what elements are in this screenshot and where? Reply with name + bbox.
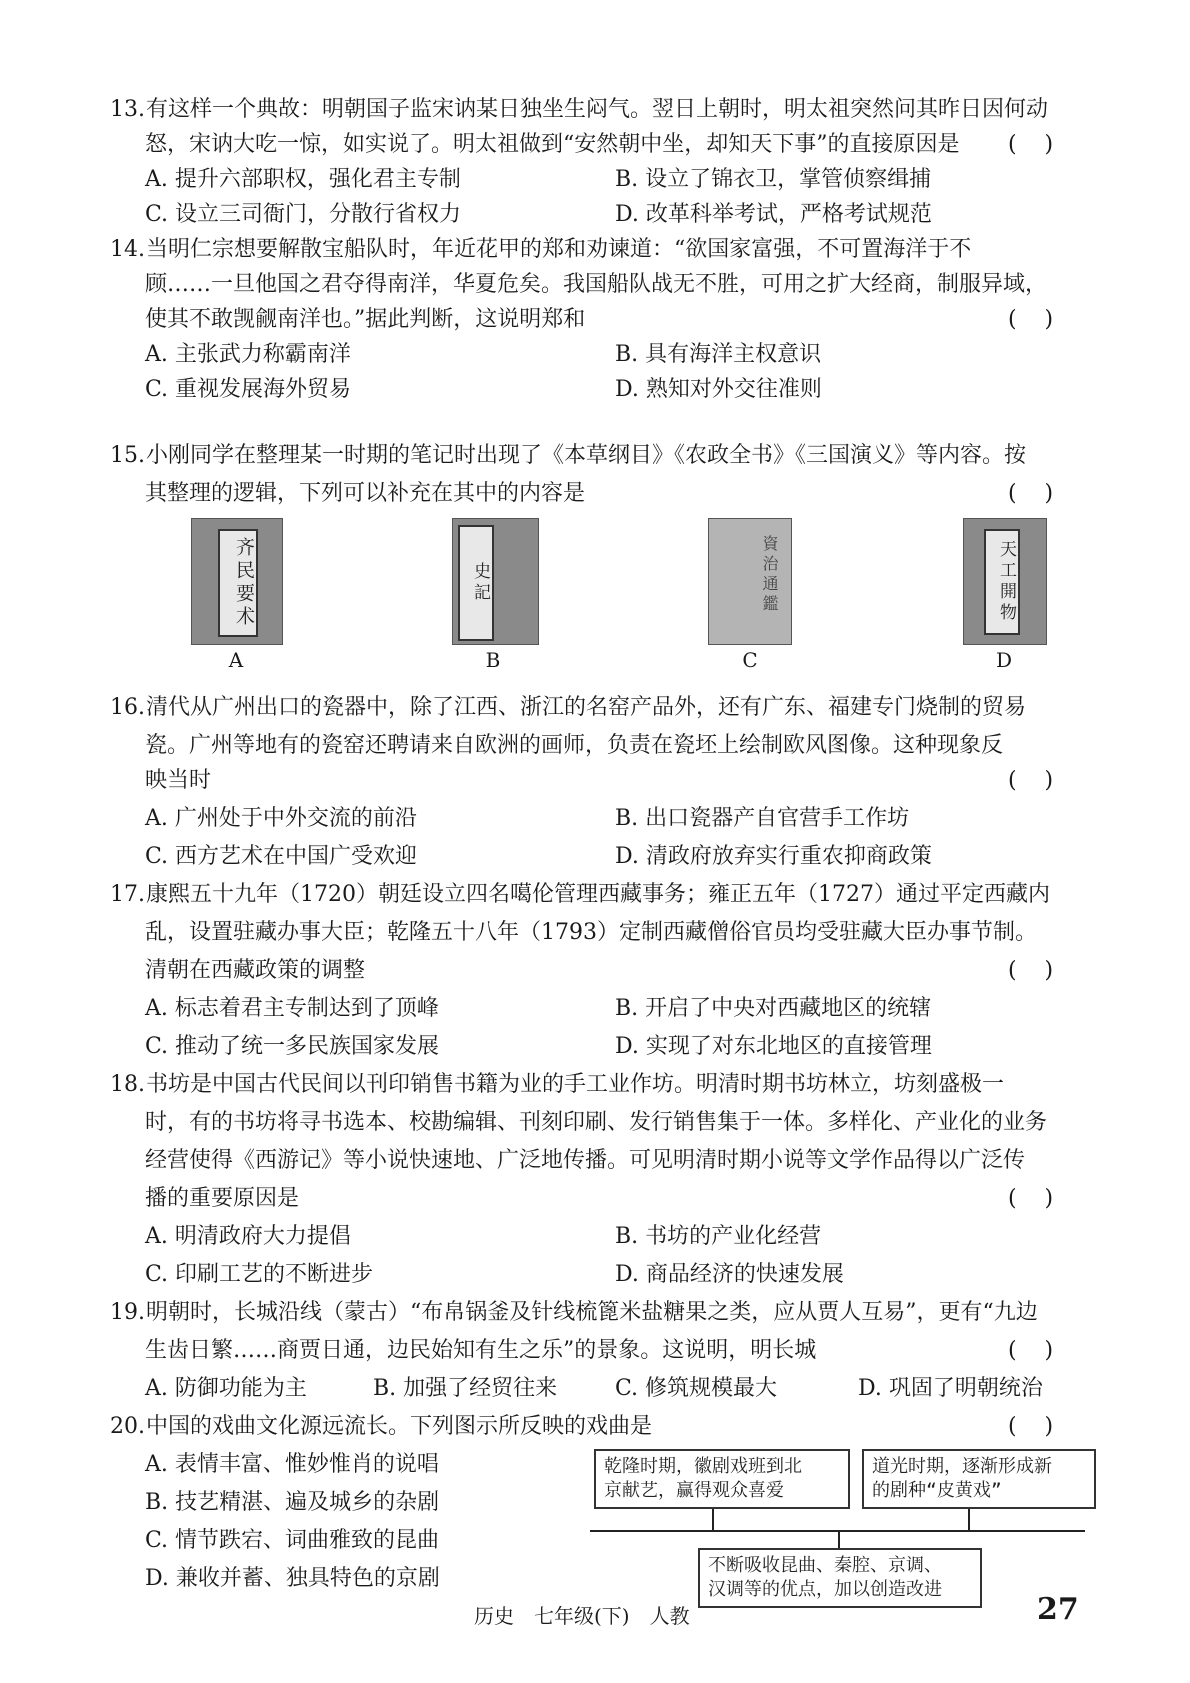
question-18-line-3: 经营使得《西游记》等小说快速地、广泛地传播。可见明清时期小说等文学作品得以广泛传 xyxy=(145,1148,1026,1173)
answer-blank: ( ) xyxy=(1008,1414,1054,1439)
option-d: D. 兼收并蓄、独具特色的京剧 xyxy=(145,1566,440,1591)
question-16-line-2: 瓷。广州等地有的瓷窑还聘请来自欧洲的画师，负责在瓷坯上绘制欧风图像。这种现象反 xyxy=(145,733,1004,758)
option-c: C. 情节跌宕、词曲雅致的昆曲 xyxy=(145,1528,440,1553)
book-cover-a xyxy=(191,518,283,645)
book-cover-d xyxy=(963,518,1047,645)
question-19-line-2: 生齿日繁……商贾日通，边民始知有生之乐”的景象。这说明，明长城 xyxy=(145,1338,817,1363)
question-13-line-1: 13.有这样一个典故：明朝国子监宋讷某日独坐生闷气。翌日上朝时，明太祖突然问其昨日因何动 xyxy=(110,91,1085,129)
connector-line xyxy=(968,1509,970,1531)
question-number: 18. xyxy=(110,1072,145,1097)
question-number: 16. xyxy=(110,695,145,720)
question-15-line-1: 15.小刚同学在整理某一时期的笔记时出现了《本草纲目》《农政全书》《三国演义》等内容。按 xyxy=(110,437,1085,475)
timeline-box-daoguang: 道光时期，逐渐形成新 的剧种“皮黄戏” xyxy=(862,1449,1096,1509)
option-d: D. 清政府放弃实行重农抑商政策 xyxy=(615,844,932,869)
question-17-line-3: 清朝在西藏政策的调整 xyxy=(145,958,366,983)
question-18-line-1: 18.书坊是中国古代民间以刊印销售书籍为业的手工业作坊。明清时期书坊林立，坊刻盛极一 xyxy=(110,1066,1085,1104)
question-number: 20. xyxy=(110,1414,145,1439)
question-number: 14. xyxy=(110,237,145,262)
option-d: D. 巩固了明朝统治 xyxy=(858,1376,1043,1401)
option-c: C. 设立三司衙门，分散行省权力 xyxy=(145,202,462,227)
question-number: 19. xyxy=(110,1300,145,1325)
option-b: B. 设立了锦衣卫，掌管侦察缉捕 xyxy=(615,167,932,192)
option-c: C. 推动了统一多民族国家发展 xyxy=(145,1034,440,1059)
question-17-line-2: 乱，设置驻藏办事大臣；乾隆五十八年（1793）定制西藏僧俗官员均受驻藏大臣办事节制。 xyxy=(145,920,1037,945)
option-d: D. 实现了对东北地区的直接管理 xyxy=(615,1034,932,1059)
question-18-line-4: 播的重要原因是 xyxy=(145,1186,300,1211)
image-label-c: C xyxy=(742,648,758,672)
image-label-d: D xyxy=(995,648,1013,672)
option-b: B. 具有海洋主权意识 xyxy=(615,342,822,367)
question-number: 13. xyxy=(110,97,145,122)
answer-blank: ( ) xyxy=(1008,1186,1054,1211)
answer-blank: ( ) xyxy=(1008,958,1054,983)
question-14-line-2: 顾……一旦他国之君夺得南洋，华夏危矣。我国船队战无不胜，可用之扩大经商，制服异域， xyxy=(145,272,1048,297)
option-c: C. 修筑规模最大 xyxy=(615,1376,778,1401)
option-b: B. 出口瓷器产自官营手工作坊 xyxy=(615,806,910,831)
answer-blank: ( ) xyxy=(1008,307,1054,332)
option-a: A. 表情丰富、惟妙惟肖的说唱 xyxy=(145,1452,439,1477)
option-a: A. 主张武力称霸南洋 xyxy=(145,342,351,367)
page-number: 27 xyxy=(1037,1592,1079,1627)
footer-subject: 历史 七年级(下) 人教 xyxy=(474,1604,690,1628)
option-a: A. 广州处于中外交流的前沿 xyxy=(145,806,417,831)
book-title: 史記 xyxy=(458,525,494,641)
question-13-line-2: 怒，宋讷大吃一惊，如实说了。明太祖做到“安然朝中坐，却知天下事”的直接原因是 xyxy=(145,132,960,157)
option-a: A. 明清政府大力提倡 xyxy=(145,1224,351,1249)
option-c: C. 重视发展海外贸易 xyxy=(145,377,352,402)
question-14-line-3: 使其不敢觊觎南洋也。”据此判断，这说明郑和 xyxy=(145,307,586,332)
book-title: 天工開物 xyxy=(984,529,1020,635)
book-cover-b xyxy=(452,518,539,645)
book-cover-c xyxy=(708,518,792,645)
question-16-line-3: 映当时 xyxy=(145,768,212,793)
answer-blank: ( ) xyxy=(1008,481,1054,506)
question-18-line-2: 时，有的书坊将寻书选本、校勘编辑、刊刻印刷、发行销售集于一体。多样化、产业化的业务 xyxy=(145,1110,1048,1135)
book-title: 資治通鑑 xyxy=(760,535,779,615)
connector-line xyxy=(838,1531,840,1549)
answer-blank: ( ) xyxy=(1008,768,1054,793)
option-c: C. 印刷工艺的不断进步 xyxy=(145,1262,374,1287)
option-d: D. 熟知对外交往准则 xyxy=(615,377,822,402)
answer-blank: ( ) xyxy=(1008,132,1054,157)
question-17-line-1: 17.康熙五十九年（1720）朝廷设立四名噶伦管理西藏事务；雍正五年（1727）通过平定西藏内 xyxy=(110,876,1085,914)
question-number: 15. xyxy=(110,443,145,468)
timeline-box-development: 不断吸收昆曲、秦腔、京调、 汉调等的优点，加以创造改进 xyxy=(698,1548,982,1608)
option-a: A. 提升六部职权，强化君主专制 xyxy=(145,167,461,192)
option-c: C. 西方艺术在中国广受欢迎 xyxy=(145,844,418,869)
option-a: A. 防御功能为主 xyxy=(145,1376,307,1401)
image-label-b: B xyxy=(485,648,501,672)
book-title: 齐民要术 xyxy=(218,529,258,637)
question-19-line-1: 19.明朝时，长城沿线（蒙古）“布帛锅釜及针线梳篦米盐糖果之类，应从贾人互易”，更有“九边 xyxy=(110,1294,1085,1332)
question-14-line-1: 14.当明仁宗想要解散宝船队时，年近花甲的郑和劝谏道：“欲国家富强，不可置海洋于不 xyxy=(110,231,1085,269)
question-number: 17. xyxy=(110,882,145,907)
option-d: D. 商品经济的快速发展 xyxy=(615,1262,844,1287)
option-b: B. 加强了经贸往来 xyxy=(373,1376,558,1401)
question-20-line-1: 20.中国的戏曲文化源远流长。下列图示所反映的戏曲是 xyxy=(110,1408,1085,1446)
image-label-a: A xyxy=(228,648,244,672)
option-b: B. 开启了中央对西藏地区的统辖 xyxy=(615,996,932,1021)
connector-line xyxy=(712,1509,714,1531)
timeline-box-qianlong: 乾隆时期，徽剧戏班到北 京献艺，赢得观众喜爱 xyxy=(594,1449,850,1509)
question-15-line-2: 其整理的逻辑，下列可以补充在其中的内容是 xyxy=(145,481,586,506)
question-16-line-1: 16.清代从广州出口的瓷器中，除了江西、浙江的名窑产品外，还有广东、福建专门烧制的贸易 xyxy=(110,689,1085,727)
option-a: A. 标志着君主专制达到了顶峰 xyxy=(145,996,439,1021)
option-b: B. 书坊的产业化经营 xyxy=(615,1224,822,1249)
answer-blank: ( ) xyxy=(1008,1338,1054,1363)
option-b: B. 技艺精湛、遍及城乡的杂剧 xyxy=(145,1490,440,1515)
option-d: D. 改革科举考试，严格考试规范 xyxy=(615,202,932,227)
